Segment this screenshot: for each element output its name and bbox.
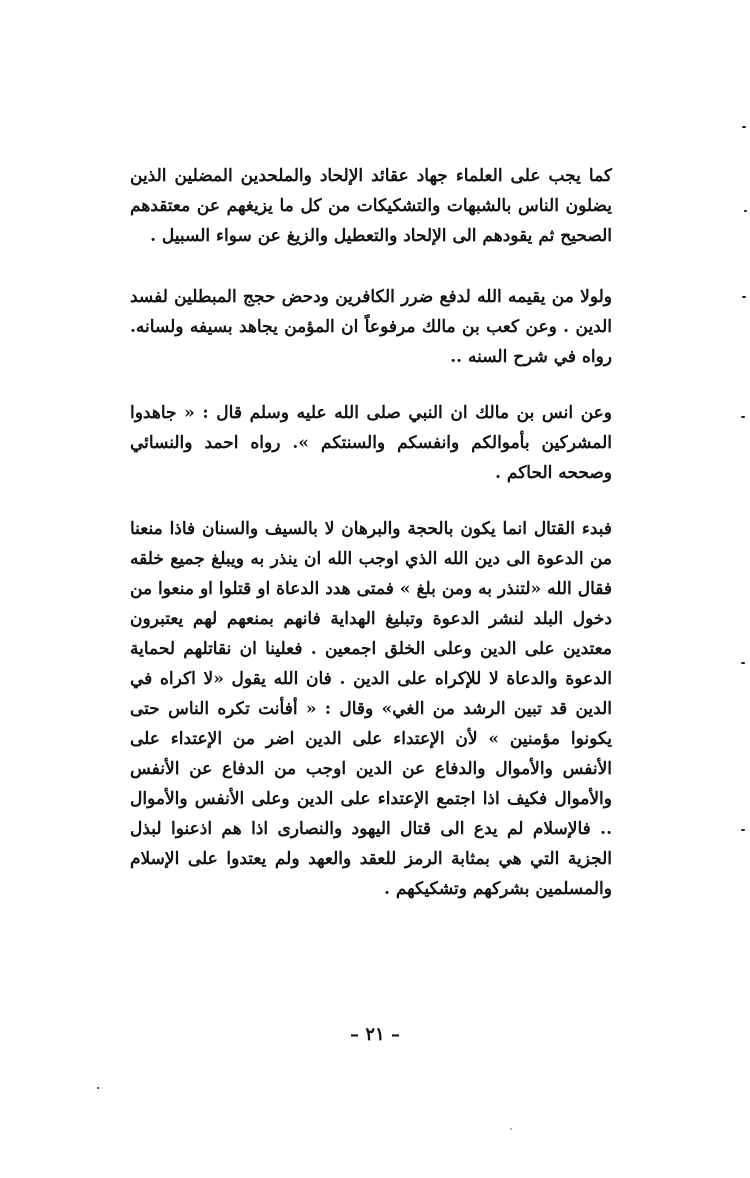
scan-speck	[741, 829, 745, 831]
paragraph-1: كما يجب على العلماء جهاد عقائد الإلحاد والملحدين المضلين الذين يضلون الناس بالشبهات والتشكيكات من كل ما يزيغهم عن معتقدهم الصحيح ثم يقودهم الى الإلحاد والتعطيل والزيغ عن سواء السبيل .	[130, 166, 612, 246]
page-number: – ٢١ –	[350, 1024, 400, 1045]
scan-speck	[97, 1087, 99, 1089]
paragraph-3: وعن انس بن مالك ان النبي صلى الله عليه وسلم قال : « جاهدوا المشركين بأموالكم وانفسكم والسنتكم ». رواه احمد والنسائي وصححه الحاكم .	[130, 403, 612, 483]
scan-speck	[742, 296, 746, 298]
scan-speck	[741, 662, 745, 664]
paragraph-2: ولولا من يقيمه الله لدفع ضرر الكافرين ودحض حجج المبطلين لفسد الدين . وعن كعب بن مالك مرفوعاً ان المؤمن يجاهد بسيفه ولسانه. رواه في شرح السنه ..	[130, 287, 612, 367]
scan-speck	[510, 1128, 512, 1130]
scan-speck	[742, 126, 746, 128]
paragraph-4: فبدء القتال انما يكون بالحجة والبرهان لا بالسيف والسنان فاذا منعنا من الدعوة الى دين الله الذي اوجب الله ان ينذر به ويبلغ جميع خلقه فقال الله «لتنذر به ومن بلغ » فمتى هدد الدعاة او قتلوا او منعوا من دخول البلد لنشر الدعوة وتبليغ الهداية فانهم بمنعهم لهم يعتبرون معتدين على الدين وعلى الخلق اجمعين . فعلينا ان نقاتلهم لحماية الدعوة والدعاة لا للإكراه على الدين . فان الله يقول «لا اكراه في الدين قد تبين الرشد من الغي» وقال : « أفأنت تكره الناس حتى يكونوا مؤمنين » لأن الإعتداء على الدين اضر من الإعتداء على الأنفس والأموال والدفاع عن الدين اوجب من الدفاع عن الأنفس والأموال فكيف اذا اجتمع الإعتداء على الدين وعلى الأنفس والأموال .. فالإسلام لم يدع الى قتال اليهود والنصارى اذا هم اذعنوا لبذل الجزية التي هي بمثابة الرمز للعقد والعهد ولم يعتدوا على الإسلام والمسلمين بشركهم وتشكيكهم .	[130, 519, 612, 899]
scan-speck	[741, 416, 745, 418]
scan-speck	[744, 210, 747, 212]
